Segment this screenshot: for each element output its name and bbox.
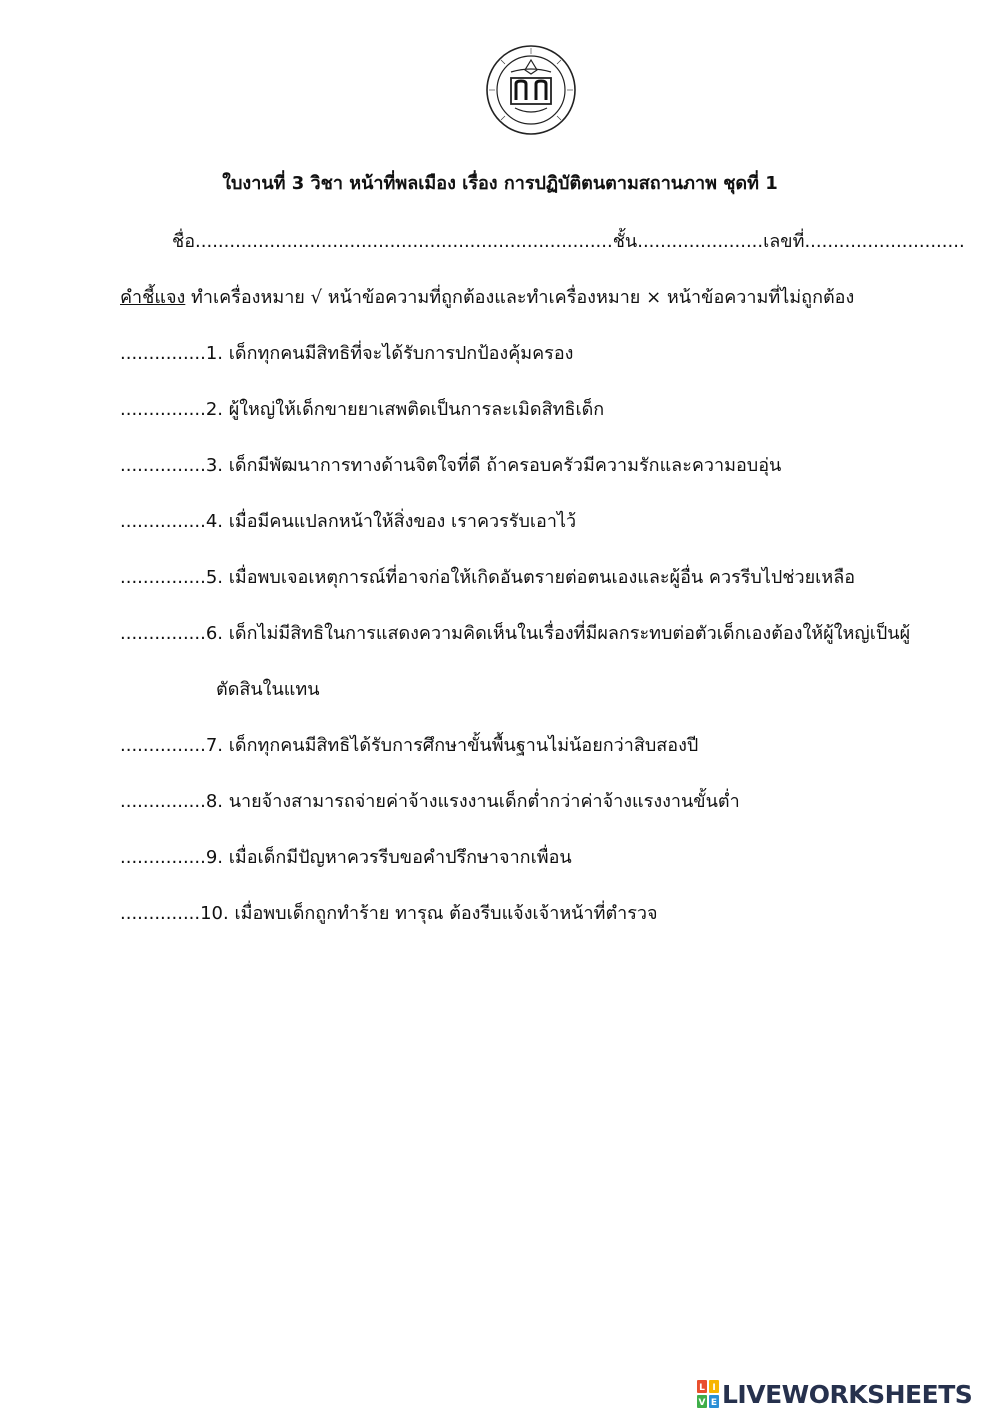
liveworksheets-watermark (697, 1379, 972, 1409)
question-4[interactable]: ...............4. เมื่อมีคนแปลกหน้าให้สิ่งของ เราควรรับเอาไว้ (120, 511, 577, 532)
question-3[interactable]: ...............3. เด็กมีพัฒนาการทางด้านจิตใจที่ดี ถ้าครอบครัวมีความรักและความอบอุ่น (120, 455, 782, 476)
question-6[interactable]: ...............6. เด็กไม่มีสิทธิในการแสดงความคิดเห็นในเรื่องที่มีผลกระทบต่อตัวเด็กเองต้องให้ผู้ใหญ่เป็นผู้ (120, 623, 911, 644)
question-6-continuation: ตัดสินในแทน (216, 679, 320, 700)
svg-text:V: V (698, 1398, 706, 1408)
question-10[interactable]: ..............10. เมื่อพบเด็กถูกทำร้าย ทารุณ ต้องรีบแจ้งเจ้าหน้าที่ตำรวจ (120, 903, 658, 924)
question-1[interactable]: ...............1. เด็กทุกคนมีสิทธิที่จะได้รับการปกป้องคุ้มครอง (120, 343, 574, 364)
instructions-text: ทำเครื่องหมาย √ หน้าข้อความที่ถูกต้องและทำเครื่องหมาย × หน้าข้อความที่ไม่ถูกต้อง (185, 287, 855, 308)
instructions-label: คำชี้แจง (120, 287, 186, 308)
question-9[interactable]: ...............9. เมื่อเด็กมีปัญหาควรรีบขอคำปรึกษาจากเพื่อน (120, 847, 572, 868)
question-7[interactable]: ...............7. เด็กทุกคนมีสิทธิได้รับการศึกษาขั้นพื้นฐานไม่น้อยกว่าสิบสองปี (120, 735, 699, 756)
liveworksheets-text: LIVEWORKSHEETS (722, 1379, 973, 1409)
question-5[interactable]: ...............5. เมื่อพบเจอเหตุการณ์ที่อาจก่อให้เกิดอันตรายต่อตนเองและผู้อื่น ควรรีบไปช่วยเหลือ (120, 567, 856, 588)
liveworksheets-logo-icon (697, 1380, 719, 1408)
question-8[interactable]: ...............8. นายจ้างสามารถจ่ายค่าจ้างแรงงานเด็กต่ำกว่าค่าจ้างแรงงานขั้นต่ำ (120, 791, 740, 812)
school-seal-icon (485, 44, 577, 136)
question-2[interactable]: ...............2. ผู้ใหญ่ให้เด็กขายยาเสพติดเป็นการละเมิดสิทธิเด็ก (120, 399, 605, 420)
svg-text:L: L (699, 1383, 705, 1393)
student-info-line[interactable]: ชื่อ.........................................................................ชั้น......................เลขที่............................ (172, 231, 965, 252)
svg-text:I: I (712, 1383, 716, 1393)
instructions (120, 284, 854, 312)
svg-text:E: E (710, 1398, 718, 1408)
worksheet-title: ใบงานที่ 3 วิชา หน้าที่พลเมือง เรื่อง การปฏิบัติตนตามสถานภาพ ชุดที่ 1 (222, 173, 778, 194)
